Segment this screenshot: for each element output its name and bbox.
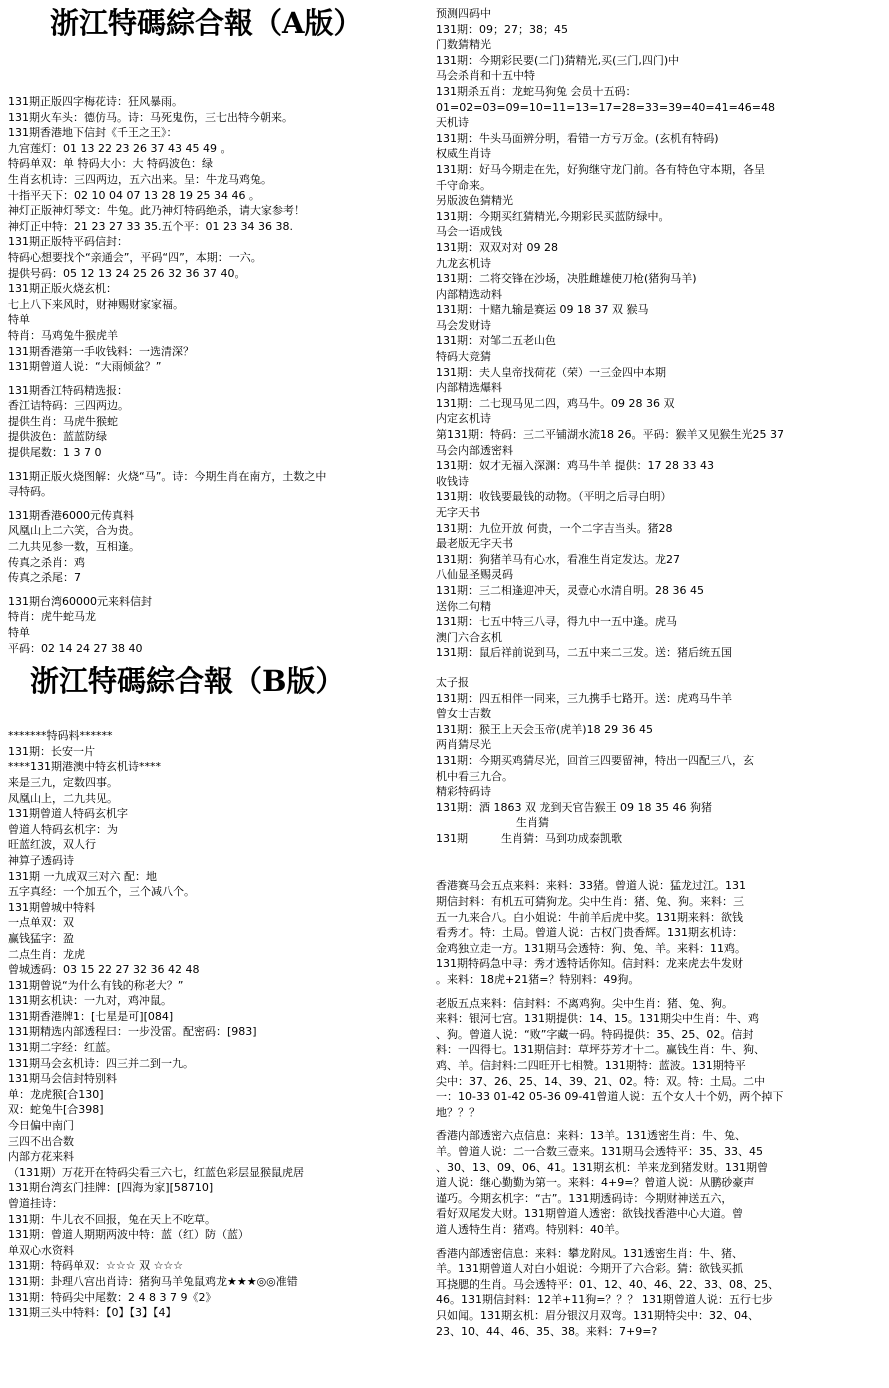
text-line: 131期：特码尖中尾数：2 4 8 3 7 9《2》 — [8, 1290, 217, 1304]
text-line: 天机诗 — [436, 116, 469, 130]
text-line: 131期曾道人说：“大雨倾盆？” — [8, 360, 162, 374]
left-column — [8, 0, 426, 1321]
text-line: 凤凰山上，二九共见。 — [8, 791, 118, 805]
text-line: 131期：曾道人期期两波中特：蓝（红）防（蓝） — [8, 1228, 249, 1242]
text-line: 马会内部透密料 — [436, 443, 513, 457]
section-c-right — [436, 878, 884, 1339]
text-line: 131期：十赌九输是赛运 09 18 37 双 猴马 — [436, 303, 649, 317]
text-line: 、30、13、09、06、41。131期玄机：羊来龙到猪发财。131期曾 — [436, 1160, 768, 1174]
text-line: 香港内部透密信息：来料：攀龙附凤。131透密生肖：牛、猪、 — [436, 1246, 743, 1260]
text-line: 特肖：虎牛蛇马龙 — [8, 610, 96, 624]
text-line: 131期：酒 1863 双 龙到天官告猴王 09 18 35 46 狗猪 — [436, 800, 712, 814]
text-line: 香港内部透密六点信息：来料：13羊。131透密生肖：牛、兔、 — [436, 1129, 746, 1143]
text-line: 131期曾城中特料 — [8, 900, 95, 914]
text-line: 内部精选爆料 — [436, 381, 502, 395]
text-line: 131期：09；27；38；45 — [436, 22, 568, 36]
text-line: 特码心想要找个“亲通会”，平码“四”，本期：一六。 — [8, 250, 262, 264]
text-line: 收钱诗 — [436, 474, 469, 488]
text-line: 尖中：37、26、25、14、39、21、02。特：双。特：土局。二中 — [436, 1074, 765, 1088]
text-line: （131期）万花开在特码尖看三六七，红蓝色彩层显猴鼠虎居 — [8, 1165, 304, 1179]
text-line: 十指平天下：02 10 04 07 13 28 19 25 34 46 。 — [8, 188, 260, 202]
text-line: 三四不出合数 — [8, 1134, 74, 1148]
text-line: 131期：二将交锋在沙场，决胜雌雄使刀枪(猪狗马羊) — [436, 272, 697, 286]
text-line: ****131期港澳中特玄机诗**** — [8, 760, 161, 774]
text-line: 一点单双：双 — [8, 916, 74, 930]
text-line: 、狗。曾道人说：“败”字藏一码。特码提供：35、25、02。信封 — [436, 1027, 754, 1041]
text-line: 五字真经：一个加五个，三个减八个。 — [8, 885, 195, 899]
text-line: 二点生肖：龙虎 — [8, 947, 85, 961]
text-line: 131期正版四字梅花诗：狂风暴雨。 — [8, 95, 183, 108]
text-line: 131期：牛儿衣不回报，兔在天上不吃草。 — [8, 1212, 216, 1226]
text-line: 生肖猜 — [516, 816, 549, 830]
spacer — [436, 988, 884, 996]
text-line: 131期香港地下信封《千王之王》： — [8, 126, 178, 140]
text-line: 特肖：马鸡兔牛猴虎羊 — [8, 328, 118, 342]
text-line: 131期：七五中特三八寻，得九中一五中逢。虎马 — [436, 615, 677, 629]
text-line: 131期香港牌1：[七星是可][084] — [8, 1009, 174, 1023]
text-line: 131期正版火烧玄机： — [8, 282, 117, 296]
text-line: 羊。131期曾道人对白小姐说：今期开了六合彩。猜：欲钱买抓 — [436, 1262, 743, 1276]
spacer — [8, 586, 426, 594]
text-line: 期信封料：有机五可猜狗龙。尖中生肖：猪、兔、狗。来料：三 — [436, 895, 744, 909]
title-a: 浙江特碼綜合報（A版） — [50, 6, 363, 40]
text-line: 提供波色：蓝蓝防绿 — [8, 430, 107, 444]
text-line: 131期台湾60000元来料信封 — [8, 594, 152, 608]
text-line: 特单 — [8, 626, 30, 639]
text-line: 提供生肖：马虎牛猴蛇 — [8, 414, 118, 428]
spacer — [8, 461, 426, 469]
text-line: 内部精选动料 — [436, 287, 502, 301]
spacer — [8, 375, 426, 383]
text-line: 单：龙虎猴[合130] — [8, 1087, 104, 1101]
text-line: 131期台湾玄门挂牌：[四海为家][58710] — [8, 1181, 214, 1195]
text-line: 千守命来。 — [436, 178, 491, 192]
text-line: 内定玄机诗 — [436, 412, 491, 426]
text-line: 131期：狗猪羊马有心水，看准生肖定发达。龙27 — [436, 552, 680, 566]
text-line: 131期：鼠后祥前说到马，二五中来二三发。送：猪后统五国 — [436, 646, 732, 660]
text-line: 131期曾说“为什么有钱的称老大？” — [8, 978, 184, 992]
text-line: 131期：猴王上天会玉帝(虎羊)18 29 36 45 — [436, 722, 654, 736]
text-line: 旺蓝红波，双人行 — [8, 838, 96, 852]
text-line: 地？？？ — [436, 1105, 480, 1119]
text-line: 今日偏中南门 — [8, 1119, 74, 1133]
text-line: 131期正版火烧图解：火烧“马”。诗：今期生肖在南方，土数之中 — [8, 469, 327, 483]
text-line: 二九共见参一数，互相逢。 — [8, 540, 140, 554]
text-line: *******特码料****** — [8, 729, 113, 743]
text-line: 131期玄机诀：一九对，鸡冲鼠。 — [8, 994, 172, 1008]
text-line: 131期：好马今期走在先，好狗继守龙门前。各有特色守本期，各呈 — [436, 162, 765, 176]
text-line: 131期：奴才无福入深渊：鸡马牛羊 提供：17 28 33 43 — [436, 459, 714, 473]
text-line: 耳挠腮的生肖。马会透特平：01、12、40、46、22、33、08、25、 — [436, 1277, 779, 1291]
text-line: 九宫莲灯：01 13 22 23 26 37 43 45 49 。 — [8, 141, 232, 155]
text-line: 来是三九，定数四事。 — [8, 775, 118, 789]
text-line: 香江诘特码：三四两边。 — [8, 399, 129, 413]
text-line: 道人说：继心勤勤为第一。来料：4+9=？曾道人说：从鹏砂豪声 — [436, 1176, 755, 1190]
text-line: 传真之杀肖：鸡 — [8, 555, 85, 569]
text-line: 风凰山上二六笑，合为贵。 — [8, 524, 140, 538]
text-line: 老版五点来料：信封料：不离鸡狗。尖中生肖：猪、兔、狗。 — [436, 996, 733, 1010]
text-line: 131期：今期买鸡猜尽光，回首三四要留神，特出一四配三八，玄 — [436, 753, 754, 767]
text-line: 送你二句精 — [436, 599, 491, 613]
text-line: 提供号码：05 12 13 24 25 26 32 36 37 40。 — [8, 266, 246, 280]
text-line: 131期正版特平码信封： — [8, 235, 128, 249]
text-line: 道人透特生肖：猪鸡。特别料：40羊。 — [436, 1222, 626, 1236]
section-a-left — [8, 94, 426, 656]
text-line: 131期香港6000元传真料 — [8, 508, 134, 522]
text-line: 金鸡独立走一方。131期马会透特：狗、兔、羊。来料：11鸡。 — [436, 941, 746, 955]
text-line: 羊。曾道人说：二一合数三壹来。131期马会透特平：35、33、45 — [436, 1144, 763, 1158]
spacer — [8, 500, 426, 508]
text-line: 赢钱猛字：盈 — [8, 931, 74, 945]
text-line: 131期：收钱要最钱的动物。（平明之后寻白明） — [436, 490, 672, 504]
text-line: 131期：双双对对 09 28 — [436, 240, 558, 254]
text-line: 两肖猜尽光 — [436, 738, 491, 752]
text-line: 一：10-33 01-42 05-36 09-41曾道人说：五个女人十个奶，两个掉下 — [436, 1090, 784, 1104]
text-line: 曾城透码：03 15 22 27 32 36 42 48 — [8, 963, 200, 977]
text-line: 提供尾数：1 3 7 0 — [8, 446, 102, 460]
text-line: 131期三头中特料：【0】【3】【4】 — [8, 1306, 177, 1320]
text-line: 精彩特码诗 — [436, 785, 491, 799]
text-line: 曾道人特码玄机字：为 — [8, 822, 118, 836]
section-b-right — [436, 675, 884, 847]
text-line: 46。131期信封料：12羊+11狗=？？？ 131期曾道人说：五行七步 — [436, 1293, 773, 1307]
section-b-left — [8, 728, 426, 1321]
text-line: 131期：对邹二五老山色 — [436, 334, 556, 348]
text-line: 131期香江特码精选报： — [8, 383, 128, 397]
text-line: 马会发财诗 — [436, 318, 491, 332]
text-line: 131期：夫人皇帝找荷花（荣）一三金四中本期 — [436, 365, 666, 379]
text-line: 生肖玄机诗：三四两边，五六出来。呈：牛龙马鸡兔。 — [8, 172, 272, 186]
text-line: 八仙显圣赐灵码 — [436, 568, 513, 582]
text-line: 第131期：特码：三二平铺湖水流18 26。平码：猴羊又见猴生光25 37 — [436, 428, 784, 442]
text-line: 最老版无字天书 — [436, 537, 513, 551]
text-line: 马会一语成钱 — [436, 225, 502, 239]
text-line: 特码单双：单 特码大小：大 特码波色：绿 — [8, 157, 213, 171]
text-line: 131期香港第一手收钱料：一选清深？ — [8, 344, 194, 358]
text-line: 九龙玄机诗 — [436, 256, 491, 270]
text-line: 澳门六合玄机 — [436, 630, 502, 644]
text-line: 谨巧。今期玄机字：“古”。131期透码诗：今期财神送五六， — [436, 1191, 733, 1205]
text-line: 平码：02 14 24 27 38 40 — [8, 641, 143, 655]
text-line: 131期 生肖猜：马到功成泰凯歌 — [436, 831, 622, 845]
text-line: 。来料：18虎+21猪=？特别料：49狗。 — [436, 973, 640, 987]
text-line: 看好双尾发大财。131期曾道人透密：欲钱找香港中心大道。曾 — [436, 1207, 743, 1221]
text-line: 另版波色猜精光 — [436, 194, 513, 208]
text-line: 神灯正中特：21 23 27 33 35.五个平：01 23 34 36 38. — [8, 219, 293, 233]
text-line: 131期：牛头马面辨分明，看错一方亏万金。(玄机有特码) — [436, 131, 719, 145]
text-line: 曾女士吉数 — [436, 707, 491, 721]
text-line: 权威生肖诗 — [436, 147, 491, 161]
section-a-right — [436, 6, 884, 661]
text-line: 机中看三九合。 — [436, 769, 513, 783]
text-line: 内部方花来料 — [8, 1150, 74, 1164]
text-line: 鸡、羊。信封料:二四旺开七相赞。131期特：蓝波。131期特平 — [436, 1059, 746, 1072]
text-line: 来料：银河七宫。131期提供：14、15。131期尖中生肖：牛、鸡 — [436, 1012, 759, 1026]
right-column — [436, 6, 884, 1339]
text-line: 七上八下来风时，财神赐财家家福。 — [8, 297, 184, 311]
text-line: 131期：二七现马见二四，鸡马牛。09 28 36 双 — [436, 396, 675, 410]
text-line: 五一九来合八。白小姐说：牛前羊后虎中奖。131期来料：欲钱 — [436, 910, 743, 924]
text-line: 01=02=03=09=10=11=13=17=28=33=39=40=41=46=48 — [436, 100, 775, 114]
text-line: 太子报 — [436, 675, 469, 689]
text-line: 131期马会信封特别料 — [8, 1072, 117, 1086]
text-line: 只如闻。131期玄机：眉分银汉月双弯。131期特尖中：32、04、 — [436, 1308, 759, 1322]
title-b: 浙江特碼綜合報（B版） — [30, 664, 345, 699]
text-line: 131期：卦理八宫出肖诗：猪狗马羊兔鼠鸡龙★★★◎◎准错 — [8, 1274, 298, 1288]
text-line: 131期：特码单双：☆☆☆ 双 ☆☆☆ — [8, 1259, 184, 1273]
spacer — [436, 1238, 884, 1246]
text-line: 特单 — [8, 313, 30, 327]
text-line: 特码大竞猜 — [436, 350, 491, 364]
text-line: 131期二字经：红蓝。 — [8, 1041, 117, 1055]
text-line: 香港赛马会五点来料：来料：33猪。曾道人说：猛龙过江。131 — [436, 879, 746, 893]
text-line: 马会杀肖和十五中特 — [436, 69, 535, 83]
text-line: 单双心水资料 — [8, 1243, 74, 1257]
text-line: 预测四码中 — [436, 7, 491, 20]
text-line: 131期精选内部透程曰：一步没雷。配密码：[983] — [8, 1025, 257, 1039]
text-line: 131期特码急中寻：秀才透特话你知。信封料：龙来虎去牛发财 — [436, 957, 743, 971]
text-line: 神灯正版神灯琴文：牛兔。此乃神灯特码绝杀，请大家参考！ — [8, 204, 305, 218]
text-line: 无字天书 — [436, 506, 480, 519]
text-line: 曾道挂诗： — [8, 1197, 63, 1210]
text-line: 131期：九位开放 何贵，一个二字吉当头。猪28 — [436, 521, 673, 535]
text-line: 131期杀五肖：龙蛇马狗兔 会员十五码： — [436, 84, 637, 98]
text-line: 神算子透码诗 — [8, 853, 74, 867]
text-line: 131期 一九成双三对六 配：地 — [8, 869, 157, 883]
text-line: 131期马会玄机诗：四三并二到一九。 — [8, 1056, 194, 1070]
text-line: 131期曾道人特码玄机字 — [8, 807, 128, 821]
text-line: 门数猜精光 — [436, 38, 491, 52]
text-line: 131期：长安一片 — [8, 744, 95, 758]
text-line: 传真之杀尾：7 — [8, 571, 81, 585]
text-line: 131期：四五相伴一同来，三九携手七路开。送：虎鸡马牛羊 — [436, 691, 732, 705]
text-line: 131期：三二相逢迎冲天，灵壹心水清自明。28 36 45 — [436, 583, 704, 597]
text-line: 131期：今期彩民要(二门)猜精光,买(三门,四门)中 — [436, 53, 680, 67]
text-line: 双：蛇兔牛[合398] — [8, 1103, 104, 1117]
text-line: 料：一四得七。131期信封：草坪芬芳才十二。赢钱生肖：牛、狗、 — [436, 1043, 765, 1057]
spacer — [436, 1120, 884, 1128]
text-line: 131期：今期买红猜精光,今期彩民买蓝防绿中。 — [436, 209, 670, 223]
text-line: 看秀才。特：土局。曾道人说：古权门贵香辉。131期玄机诗： — [436, 926, 743, 940]
text-line: 131期火车头：德仿马。诗：马死鬼伤，三七出特今朝来。 — [8, 110, 293, 124]
text-line: 寻特码。 — [8, 485, 52, 499]
text-line: 23、10、44、46、35、38。来料：7+9=? — [436, 1324, 658, 1338]
